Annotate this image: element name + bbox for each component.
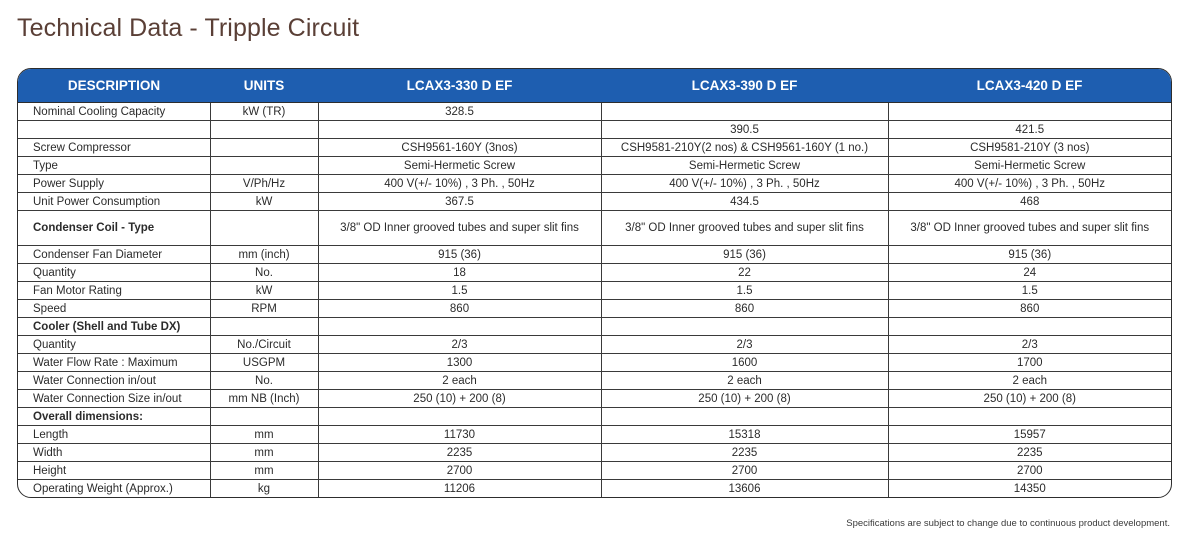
row-value-330: Semi-Hermetic Screw bbox=[318, 157, 601, 175]
row-value-330: 2 each bbox=[318, 372, 601, 390]
row-value-330: 3/8" OD Inner grooved tubes and super slit fins bbox=[318, 211, 601, 246]
row-units: mm (inch) bbox=[210, 246, 318, 264]
row-units bbox=[210, 211, 318, 246]
row-value-390: 13606 bbox=[601, 480, 888, 498]
row-value-330: 400 V(+/- 10%) , 3 Ph. , 50Hz bbox=[318, 175, 601, 193]
row-units: kW bbox=[210, 282, 318, 300]
row-value-330: CSH9561-160Y (3nos) bbox=[318, 139, 601, 157]
row-description: Unit Power Consumption bbox=[18, 193, 210, 211]
table-row bbox=[18, 246, 1171, 264]
row-value-330 bbox=[318, 408, 601, 426]
row-value-330: 2700 bbox=[318, 462, 601, 480]
row-value-420: 915 (36) bbox=[888, 246, 1171, 264]
row-value-420: 468 bbox=[888, 193, 1171, 211]
row-description: Power Supply bbox=[18, 175, 210, 193]
row-value-390: 860 bbox=[601, 300, 888, 318]
row-value-390 bbox=[601, 103, 888, 121]
row-description: Screw Compressor bbox=[18, 139, 210, 157]
row-units: mm bbox=[210, 444, 318, 462]
row-value-420: 1.5 bbox=[888, 282, 1171, 300]
row-description: Water Connection in/out bbox=[18, 372, 210, 390]
row-units bbox=[210, 157, 318, 175]
row-value-420: 2235 bbox=[888, 444, 1171, 462]
row-value-420: 400 V(+/- 10%) , 3 Ph. , 50Hz bbox=[888, 175, 1171, 193]
row-value-420: 3/8" OD Inner grooved tubes and super slit fins bbox=[888, 211, 1171, 246]
row-units bbox=[210, 139, 318, 157]
row-description: Overall dimensions: bbox=[18, 408, 210, 426]
footnote: Specifications are subject to change due to continuous product development. bbox=[846, 518, 1170, 529]
row-value-390: 915 (36) bbox=[601, 246, 888, 264]
row-description: Height bbox=[18, 462, 210, 480]
row-units: No./Circuit bbox=[210, 336, 318, 354]
row-value-330: 18 bbox=[318, 264, 601, 282]
table-row bbox=[18, 390, 1171, 408]
row-units: kg bbox=[210, 480, 318, 498]
header-model-390: LCAX3-390 D EF bbox=[601, 69, 888, 103]
row-value-330 bbox=[318, 318, 601, 336]
row-value-330: 915 (36) bbox=[318, 246, 601, 264]
table-row bbox=[18, 318, 1171, 336]
row-value-330: 2/3 bbox=[318, 336, 601, 354]
row-value-390: 2700 bbox=[601, 462, 888, 480]
row-value-390: 1600 bbox=[601, 354, 888, 372]
row-units: kW (TR) bbox=[210, 103, 318, 121]
row-value-390: 3/8" OD Inner grooved tubes and super slit fins bbox=[601, 211, 888, 246]
row-value-330: 367.5 bbox=[318, 193, 601, 211]
header-units: UNITS bbox=[210, 69, 318, 103]
row-value-390: Semi-Hermetic Screw bbox=[601, 157, 888, 175]
row-description: Quantity bbox=[18, 336, 210, 354]
row-units bbox=[210, 408, 318, 426]
row-value-420: 250 (10) + 200 (8) bbox=[888, 390, 1171, 408]
table-header-row bbox=[18, 69, 1171, 103]
header-model-330: LCAX3-330 D EF bbox=[318, 69, 601, 103]
row-units bbox=[210, 121, 318, 139]
row-value-390: 15318 bbox=[601, 426, 888, 444]
row-value-390: 434.5 bbox=[601, 193, 888, 211]
table-row bbox=[18, 300, 1171, 318]
table-row bbox=[18, 211, 1171, 246]
header-description: DESCRIPTION bbox=[18, 69, 210, 103]
row-value-420 bbox=[888, 408, 1171, 426]
header-model-420: LCAX3-420 D EF bbox=[888, 69, 1171, 103]
row-value-330: 250 (10) + 200 (8) bbox=[318, 390, 601, 408]
row-value-330: 1.5 bbox=[318, 282, 601, 300]
row-units: kW bbox=[210, 193, 318, 211]
row-value-420: 2 each bbox=[888, 372, 1171, 390]
row-value-330: 1300 bbox=[318, 354, 601, 372]
row-units: mm bbox=[210, 462, 318, 480]
table-row bbox=[18, 426, 1171, 444]
table-row bbox=[18, 282, 1171, 300]
row-value-390 bbox=[601, 408, 888, 426]
row-value-420: 1700 bbox=[888, 354, 1171, 372]
table-row bbox=[18, 103, 1171, 121]
row-description: Fan Motor Rating bbox=[18, 282, 210, 300]
row-value-420: 15957 bbox=[888, 426, 1171, 444]
row-description: Length bbox=[18, 426, 210, 444]
row-value-420 bbox=[888, 318, 1171, 336]
row-value-390: 2/3 bbox=[601, 336, 888, 354]
table-row bbox=[18, 462, 1171, 480]
row-value-390: 22 bbox=[601, 264, 888, 282]
table-row bbox=[18, 139, 1171, 157]
row-description: Type bbox=[18, 157, 210, 175]
row-value-390: 1.5 bbox=[601, 282, 888, 300]
row-value-330 bbox=[318, 121, 601, 139]
row-description: Quantity bbox=[18, 264, 210, 282]
row-description: Water Connection Size in/out bbox=[18, 390, 210, 408]
row-description bbox=[18, 121, 210, 139]
row-value-420: 2/3 bbox=[888, 336, 1171, 354]
row-value-420: CSH9581-210Y (3 nos) bbox=[888, 139, 1171, 157]
table-row bbox=[18, 157, 1171, 175]
row-units: No. bbox=[210, 264, 318, 282]
row-value-390: CSH9581-210Y(2 nos) & CSH9561-160Y (1 no.) bbox=[601, 139, 888, 157]
row-value-390: 390.5 bbox=[601, 121, 888, 139]
row-description: Condenser Fan Diameter bbox=[18, 246, 210, 264]
row-value-330: 328.5 bbox=[318, 103, 601, 121]
table-row bbox=[18, 121, 1171, 139]
table-row bbox=[18, 372, 1171, 390]
row-value-420: Semi-Hermetic Screw bbox=[888, 157, 1171, 175]
row-description: Cooler (Shell and Tube DX) bbox=[18, 318, 210, 336]
page-title: Technical Data - Tripple Circuit bbox=[17, 14, 360, 42]
table-row bbox=[18, 480, 1171, 498]
row-units: RPM bbox=[210, 300, 318, 318]
row-value-390: 2235 bbox=[601, 444, 888, 462]
row-value-420: 24 bbox=[888, 264, 1171, 282]
row-units: mm bbox=[210, 426, 318, 444]
row-description: Operating Weight (Approx.) bbox=[18, 480, 210, 498]
row-description: Width bbox=[18, 444, 210, 462]
row-value-420: 421.5 bbox=[888, 121, 1171, 139]
row-units bbox=[210, 318, 318, 336]
row-value-330: 860 bbox=[318, 300, 601, 318]
row-description: Nominal Cooling Capacity bbox=[18, 103, 210, 121]
row-value-390: 2 each bbox=[601, 372, 888, 390]
table-row bbox=[18, 193, 1171, 211]
row-value-390: 250 (10) + 200 (8) bbox=[601, 390, 888, 408]
row-value-330: 2235 bbox=[318, 444, 601, 462]
row-value-330: 11206 bbox=[318, 480, 601, 498]
table-row bbox=[18, 354, 1171, 372]
table-row bbox=[18, 264, 1171, 282]
row-value-420: 860 bbox=[888, 300, 1171, 318]
table-row bbox=[18, 408, 1171, 426]
table-row bbox=[18, 444, 1171, 462]
technical-data-table bbox=[17, 68, 1172, 498]
row-value-330: 11730 bbox=[318, 426, 601, 444]
row-description: Water Flow Rate : Maximum bbox=[18, 354, 210, 372]
table-row bbox=[18, 175, 1171, 193]
row-description: Condenser Coil - Type bbox=[18, 211, 210, 246]
row-units: USGPM bbox=[210, 354, 318, 372]
row-value-420: 14350 bbox=[1013, 482, 1046, 495]
row-value-390 bbox=[601, 318, 888, 336]
row-units: mm NB (Inch) bbox=[210, 390, 318, 408]
table-row bbox=[18, 336, 1171, 354]
row-value-390: 400 V(+/- 10%) , 3 Ph. , 50Hz bbox=[601, 175, 888, 193]
row-units: V/Ph/Hz bbox=[210, 175, 318, 193]
row-value-420: 2700 bbox=[888, 462, 1171, 480]
row-value-420 bbox=[888, 103, 1171, 121]
row-description: Speed bbox=[18, 300, 210, 318]
row-units: No. bbox=[210, 372, 318, 390]
